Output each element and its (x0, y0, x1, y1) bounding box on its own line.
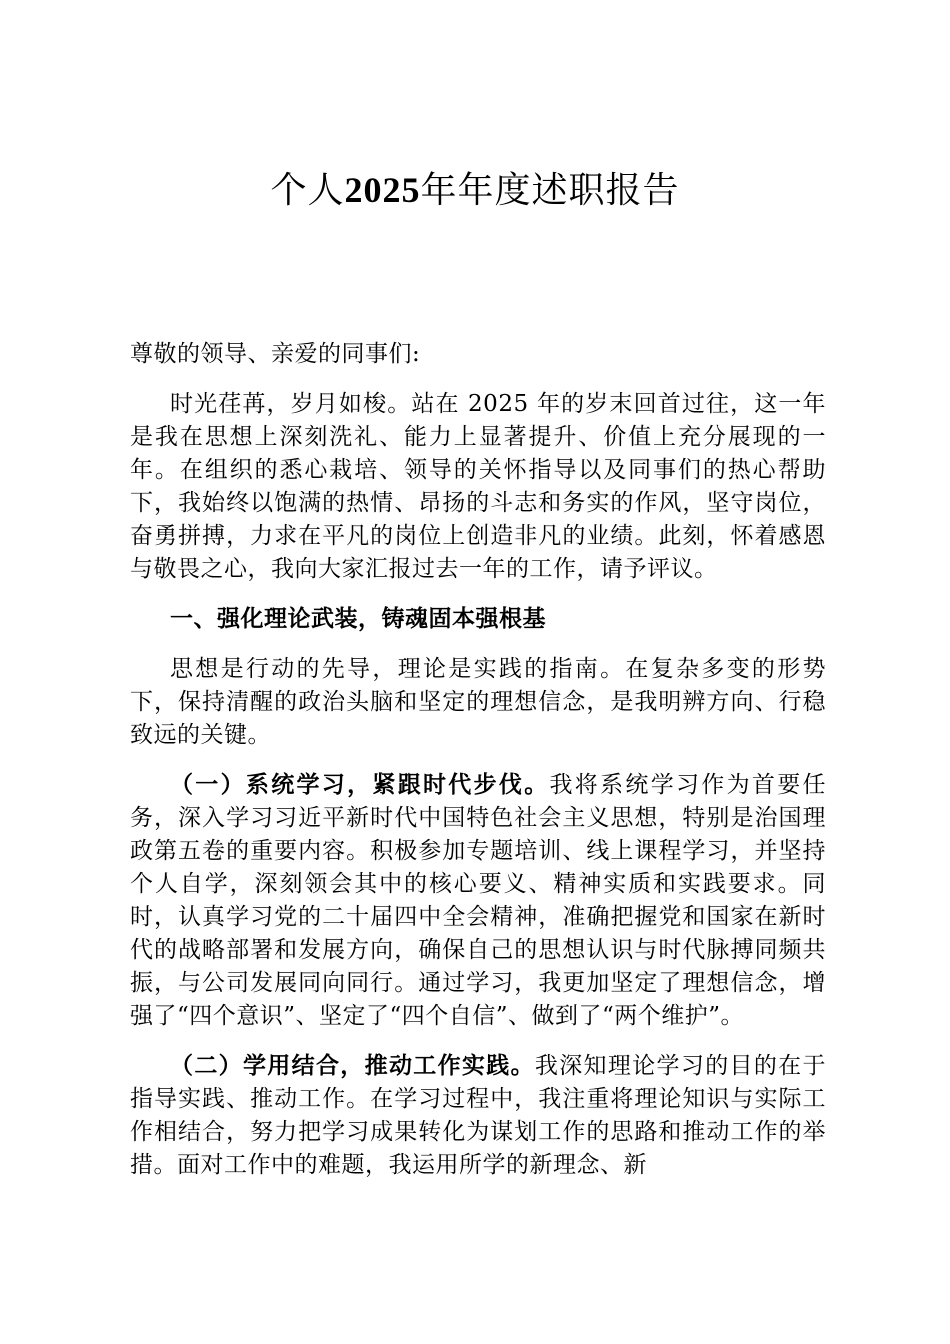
document-title (0, 166, 950, 215)
subsection-1-text: 我将系统学习作为首要任务，深入学习习近平新时代中国特色社会主义思想，特别是治国理政第五卷的重要内容。积极参加专题培训、线上课程学习，并坚持个人自学，深刻领会其中的核心要义、精神实质和实践要求。同时，认真学习党的二十届四中全会精神，准确把握党和国家在新时代的战略部署和发展方向，确保自己的思想认识与时代脉搏同频共振，与公司发展同向同行。通过学习，我更加坚定了理想信念，增强了“四个意识”、坚定了“四个自信”、做到了“两个维护”。 (130, 772, 827, 1029)
title-year: 2025 (344, 170, 421, 210)
subsection-1-heading: （一）系统学习，紧跟时代步伐。 (170, 772, 550, 798)
salutation: 尊敬的领导、亲爱的同事们: (130, 341, 421, 367)
section-heading-1: 一、强化理论武装，铸魂固本强根基 (170, 606, 546, 632)
document-body (130, 338, 826, 1199)
subsection-1-paragraph (130, 769, 826, 1033)
subsection-2-heading: （二）学用结合，推动工作实践。 (170, 1053, 535, 1079)
subsection-2-paragraph (130, 1050, 826, 1182)
title-prefix: 个人 (270, 170, 345, 211)
section-1-intro-paragraph: 思想是行动的先导，理论是实践的指南。在复杂多变的形势下，保持清醒的政治头脑和坚定的理想信念，是我明辨方向、行稳致远的关键。 (130, 656, 826, 748)
intro-paragraph: 时光荏苒，岁月如梭。站在 2025 年的岁末回首过往，这一年是我在思想上深刻洗礼、能力上显著提升、价值上充分展现的一年。在组织的悉心栽培、领导的关怀指导以及同事们的热心帮助下，我始终以饱满的热情、昂扬的斗志和务实的作风，坚守岗位，奋勇拼搏，力求在平凡的岗位上创造非凡的业绩。此刻，怀着感恩与敬畏之心，我向大家汇报过去一年的工作，请予评议。 (130, 391, 826, 582)
title-suffix: 年年度述职报告 (420, 170, 680, 211)
subsection-2-text: 我深知理论学习的目的在于指导实践、推动工作。在学习过程中，我注重将理论知识与实际工作相结合，努力把学习成果转化为谋划工作的思路和推动工作的举措。面对工作中的难题，我运用所学的新理念、新 (130, 1053, 827, 1178)
